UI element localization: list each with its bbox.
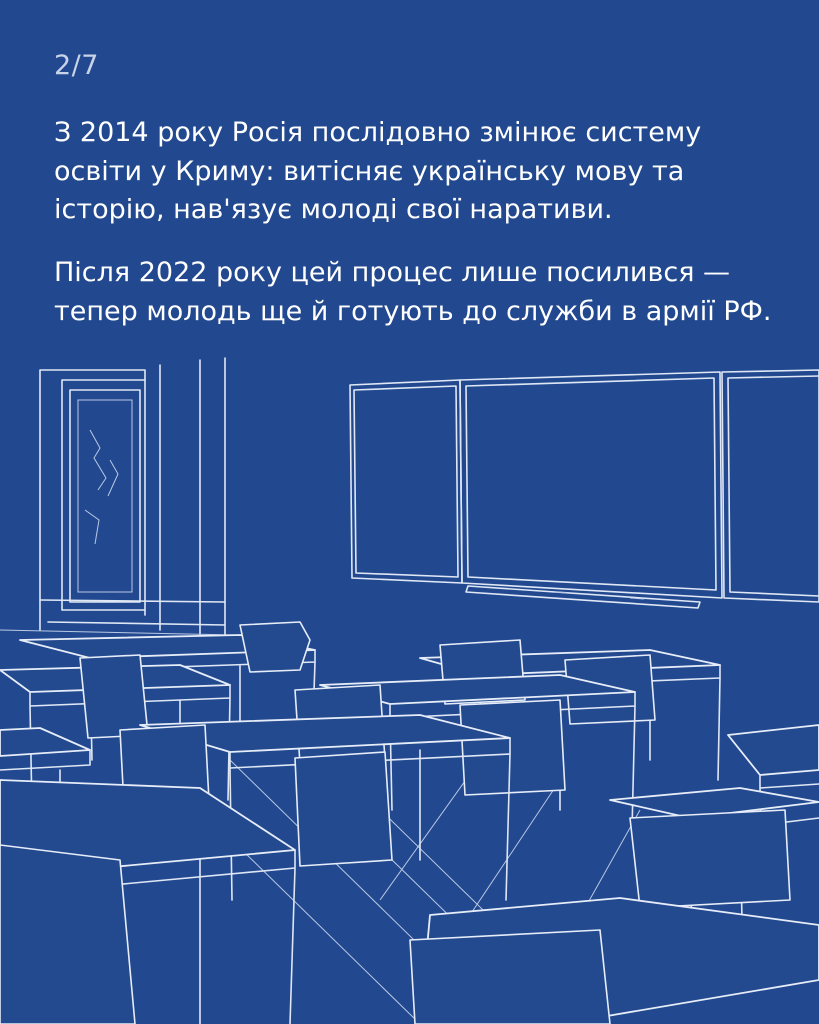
paragraph-1: З 2014 року Росія послідовно змінює систему освіти у Криму: витісняє українську мову та історію, нав'язує молоді свої наративи. [54, 117, 702, 225]
classroom-illustration [0, 340, 819, 1024]
paragraph-2: Після 2022 року цей процес лише посилився — тепер молодь ще й готують до служби в армії РФ. [54, 257, 772, 327]
classroom-drawing [0, 340, 819, 1024]
page-counter: 2/7 [54, 50, 99, 81]
window [0, 358, 235, 640]
blackboard [350, 370, 819, 608]
